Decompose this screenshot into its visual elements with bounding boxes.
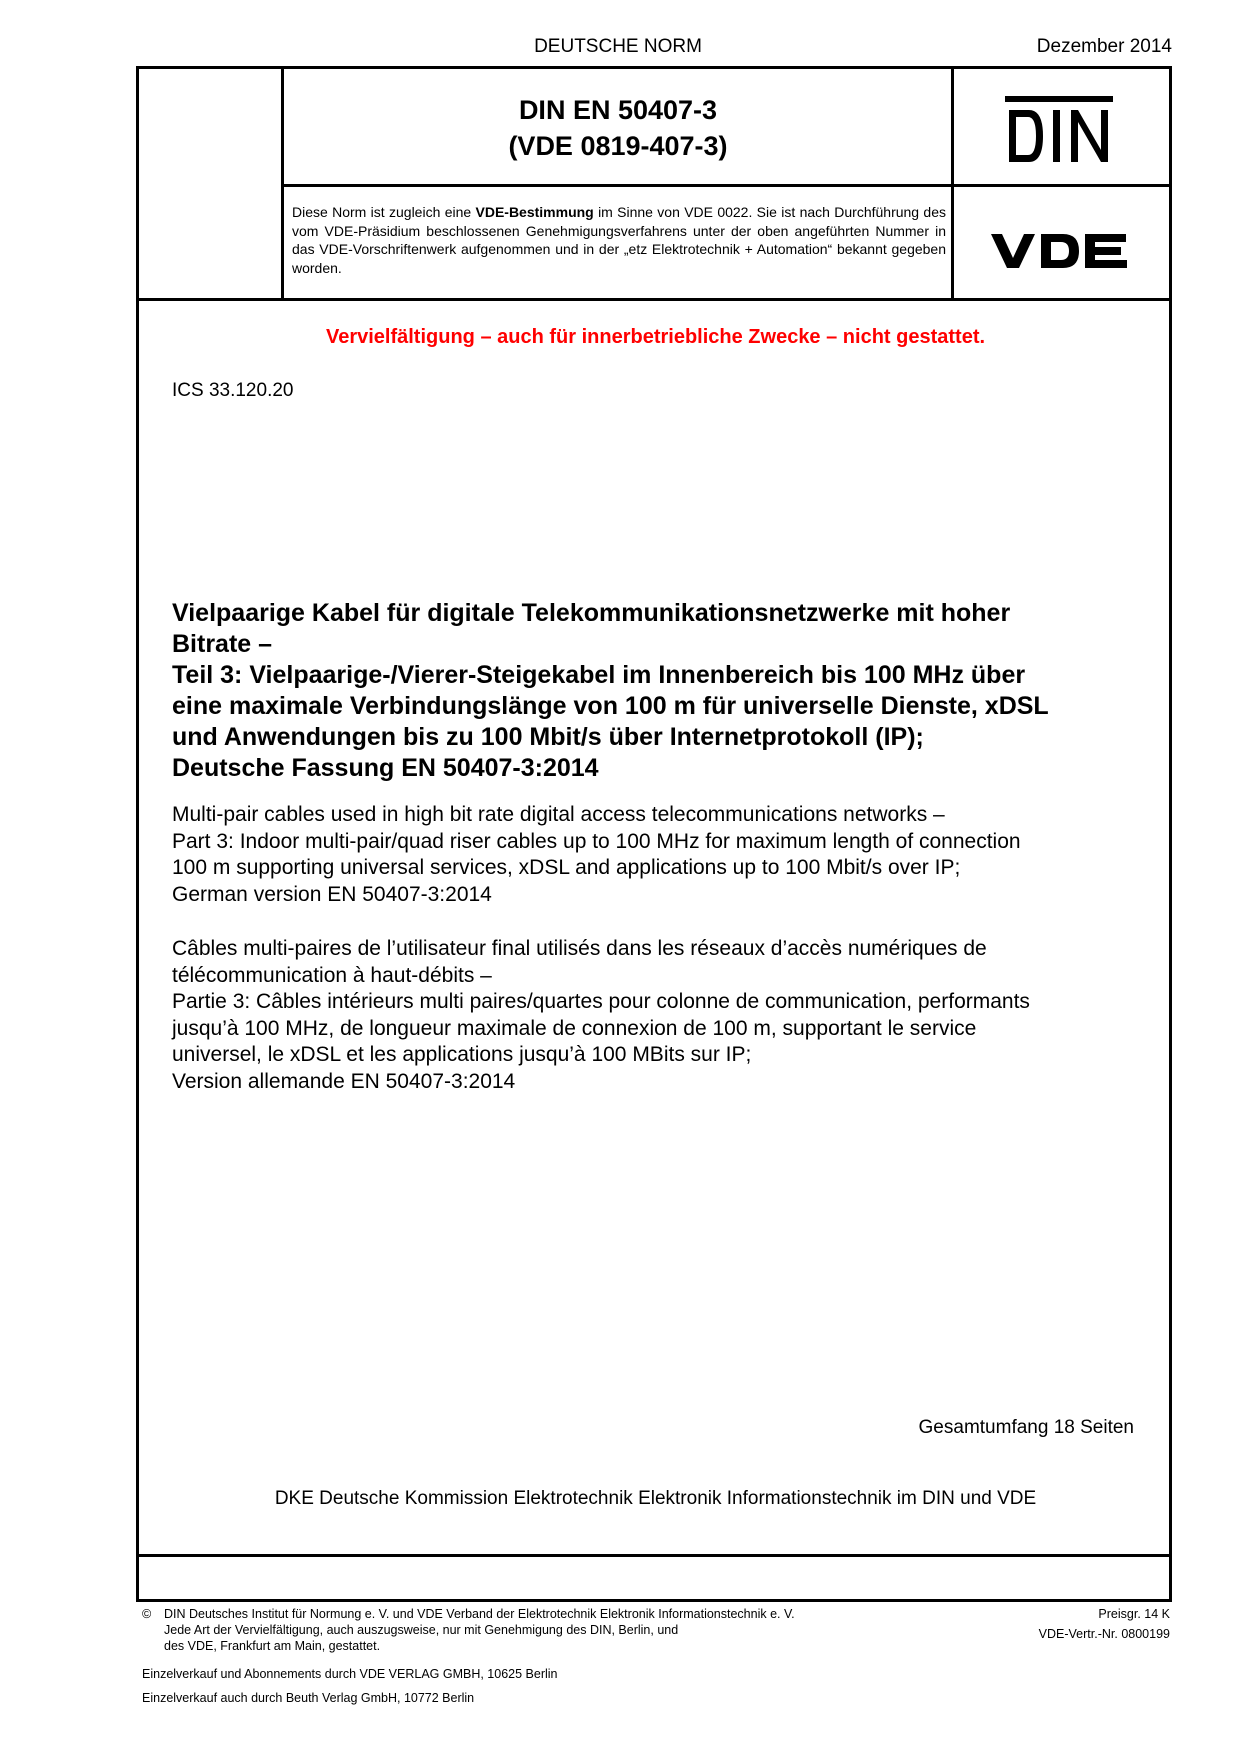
total-pages: Gesamtumfang 18 Seiten: [918, 1417, 1134, 1438]
title-english-line: 100 m supporting universal services, xDSL and applications up to 100 Mbit/s over IP;: [172, 856, 961, 879]
copyright-block: [164, 1606, 795, 1654]
title-german-line: Vielpaarige Kabel für digitale Telekommunikationsnetzwerke mit hoher: [172, 599, 1011, 627]
title-french-line: Câbles multi-paires de l’utilisateur final utilisés dans les réseaux d’accès numériques de: [172, 937, 987, 960]
standard-number: DIN EN 50407-3: [518, 95, 718, 125]
vde-logo: [991, 234, 1127, 268]
vde-distribution-number: VDE-Vertr.-Nr. 0800199: [1038, 1627, 1170, 1641]
title-english: [172, 802, 1162, 908]
title-german-line: Bitrate –: [172, 630, 273, 658]
ics-code: ICS 33.120.20: [172, 380, 294, 401]
title-english-line: Multi-pair cables used in high bit rate digital access telecommunications networks –: [172, 803, 945, 826]
title-french-line: Partie 3: Câbles intérieurs multi paires/quartes pour colonne de communication, performants: [172, 990, 1030, 1013]
title-german-line: eine maximale Verbindungslänge von 100 m für universelle Dienste, xDSL: [172, 692, 1049, 720]
title-french-line: Version allemande EN 50407-3:2014: [172, 1069, 516, 1093]
title-german-line: und Anwendungen bis zu 100 Mbit/s über Internetprotokoll (IP);: [172, 723, 924, 751]
copyright-line: DIN Deutsches Institut für Normung e. V. und VDE Verband der Elektrotechnik Elektronik Informationstechnik e. V.: [164, 1607, 795, 1621]
sales-vde-verlag: Einzelverkauf und Abonnements durch VDE VERLAG GMBH, 10625 Berlin: [142, 1667, 558, 1681]
copyright-line: Jede Art der Vervielfältigung, auch auszugsweise, nur mit Genehmigung des DIN, Berlin, und: [164, 1623, 679, 1637]
title-german-line: Deutsche Fassung EN 50407-3:2014: [172, 754, 599, 782]
title-french-line: jusqu’à 100 MHz, de longueur maximale de connexion de 100 m, supportant le service: [172, 1016, 977, 1040]
title-french-line: universel, le xDSL et les applications jusqu’à 100 MBits sur IP;: [172, 1043, 752, 1066]
title-french: [172, 936, 1162, 1095]
title-french-line: télécommunication à haut-débits –: [172, 963, 492, 987]
vde-classification-number: (VDE 0819-407-3): [508, 131, 728, 161]
price-group: Preisgr. 14 K: [1098, 1607, 1170, 1621]
title-german: [172, 598, 1162, 784]
publication-date: Dezember 2014: [1036, 36, 1172, 57]
title-english-line: German version EN 50407-3:2014: [172, 882, 492, 906]
sales-beuth-verlag: Einzelverkauf auch durch Beuth Verlag GmbH, 10772 Berlin: [142, 1691, 475, 1705]
norm-type-label: DEUTSCHE NORM: [534, 36, 702, 57]
din-logo: [1005, 96, 1113, 168]
copyright-line: des VDE, Frankfurt am Main, gestattet.: [164, 1639, 381, 1653]
dke-line: DKE Deutsche Kommission Elektrotechnik Elektronik Informationstechnik im DIN und VDE: [274, 1488, 1037, 1509]
title-english-line: Part 3: Indoor multi-pair/quad riser cables up to 100 MHz for maximum length of connection: [172, 829, 1021, 853]
title-german-line: Teil 3: Vielpaarige-/Vierer-Steigekabel im Innenbereich bis 100 MHz über: [172, 661, 1026, 689]
reproduction-warning: Vervielfältigung – auch für innerbetriebliche Zwecke – nicht gestattet.: [325, 326, 986, 348]
copyright-symbol: ©: [142, 1607, 152, 1621]
vde-determination-note: Diese Norm ist zugleich eine VDE-Bestimmung im Sinne von VDE 0022. Sie ist nach Durchführung des vom VDE-Präsidium beschlossenen Genehmigungsverfahrens unter der oben angeführten Nummer in das VDE-Vorschriftenwerk aufgenommen und in der „etz Elektrotechnik + Automation“ bekannt gegeben worden.: [292, 204, 946, 276]
